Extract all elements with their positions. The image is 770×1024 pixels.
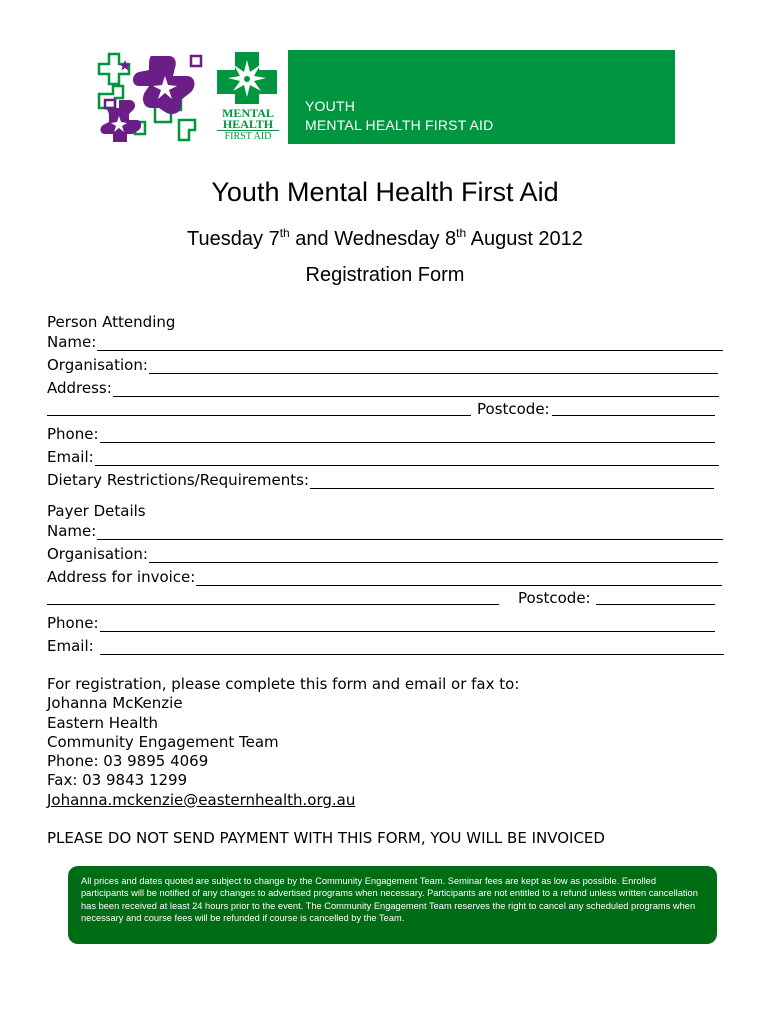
payer-phone-field[interactable] [47,612,715,632]
date-part-3: August 2012 [466,228,583,250]
person-email-field[interactable] [47,446,719,466]
youth-cross-pattern-logo [95,50,210,144]
payer-address-field[interactable] [47,566,722,586]
contact-team: Community Engagement Team [47,732,279,751]
person-postcode-label: Postcode: [477,400,550,418]
payer-name-label: Name: [47,522,97,540]
payer-details-heading: Payer Details [47,502,146,520]
date-part-1: Tuesday 7 [187,228,280,250]
contact-organisation: Eastern Health [47,713,159,732]
person-organisation-line[interactable] [149,359,718,374]
person-dietary-line[interactable] [310,474,714,489]
person-address-label: Address: [47,379,112,397]
payer-email-field[interactable] [47,635,724,655]
contact-phone: Phone: 03 9895 4069 [47,752,209,771]
contact-email-link[interactable]: Johanna.mckenzie@easternhealth.org.au [47,790,356,809]
banner-youth-text: YOUTH [305,98,355,114]
payer-address-line[interactable] [196,571,722,586]
logo-mark-text-first-aid: FIRST AID [217,130,279,142]
payment-notice: PLEASE DO NOT SEND PAYMENT WITH THIS FORM, YOU WILL BE INVOICED [47,829,605,847]
banner-mhfa-text: MENTAL HEALTH FIRST AID [305,117,494,133]
date-suffix-1: th [279,226,290,240]
page-title: Youth Mental Health First Aid [211,177,559,207]
payer-organisation-line[interactable] [149,548,718,563]
person-dietary-label: Dietary Restrictions/Requirements: [47,471,310,489]
payer-address-postcode-row [47,589,715,609]
terms-notice-box [68,866,717,944]
person-email-label: Email: [47,448,94,466]
payer-phone-label: Phone: [47,614,99,632]
payer-organisation-label: Organisation: [47,545,148,563]
payer-name-line[interactable] [97,525,723,540]
payer-name-field[interactable] [47,520,723,540]
person-address-field[interactable] [47,377,719,397]
person-address-line[interactable] [113,382,719,397]
person-address-line-2[interactable] [47,415,471,416]
payer-email-label: Email: [47,637,94,655]
terms-notice-text: All prices and dates quoted are subject to change by the Community Engagement Team. Seminar fees are kept as low as possible. Enrolled participants will be notified of any changes to advertised programs when necessary. Participants are not entitled to a refund unless written cancellation has been received at least 24 hours prior to the event. The Community Engagement Team reserves the right to cancel any scheduled programs when necessary and course fees will be refunded if course is cancelled by the Team. [81,876,698,924]
person-phone-label: Phone: [47,425,99,443]
logo-header [95,50,675,144]
payer-organisation-field[interactable] [47,543,718,563]
date-part-2: and Wednesday 8 [289,228,457,250]
payer-postcode-label: Postcode: [518,589,591,607]
contact-name: Johanna McKenzie [47,694,183,713]
payer-address-label: Address for invoice: [47,568,196,586]
contact-fax: Fax: 03 9843 1299 [47,771,188,790]
person-address-postcode-row [47,400,715,420]
registration-contact-block [47,675,519,810]
person-organisation-field[interactable] [47,354,718,374]
person-organisation-label: Organisation: [47,356,148,374]
person-name-field[interactable] [47,331,723,351]
person-postcode-line[interactable] [552,415,715,416]
person-phone-field[interactable] [47,423,715,443]
person-attending-heading: Person Attending [47,313,176,331]
event-dates [0,226,770,251]
payer-phone-line[interactable] [100,617,715,632]
person-phone-line[interactable] [100,428,715,443]
person-email-line[interactable] [95,451,719,466]
logo-mark-text-health: HEALTH [222,117,274,131]
payer-email-line[interactable] [100,640,724,655]
payer-address-line-2[interactable] [47,604,499,605]
person-dietary-field[interactable] [47,469,714,489]
date-suffix-2: th [456,226,467,240]
youth-mhfa-banner [288,50,675,144]
form-subtitle: Registration Form [305,264,465,286]
person-name-line[interactable] [97,336,723,351]
contact-intro: For registration, please complete this form and email or fax to: [47,675,520,693]
logo-mark-text-mental: MENTAL [222,106,274,120]
person-name-label: Name: [47,333,97,351]
payer-postcode-line[interactable] [596,604,715,605]
